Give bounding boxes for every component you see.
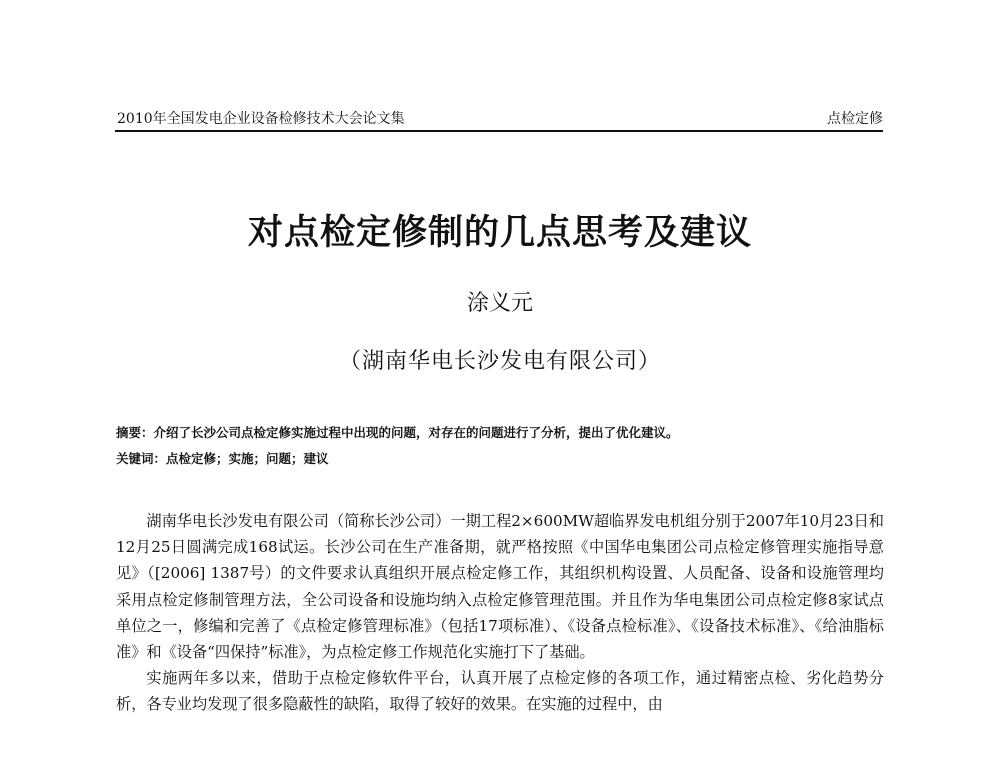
paragraph: 实施两年多以来，借助于点检定修软件平台，认真开展了点检定修的各项工作，通过精密点检、劣化趋势分析，各专业均发现了很多隐蔽性的缺陷，取得了较好的效果。在实施的过程中，由 — [116, 669, 884, 714]
header-proceedings-title: 2010年全国发电企业设备检修技术大会论文集 — [117, 111, 405, 127]
author-name: 涂义元 — [466, 291, 533, 316]
header-section-name: 点检定修 — [827, 111, 883, 127]
paper-title: 对点检定修制的几点思考及建议 — [247, 213, 752, 253]
paragraph: 湖南华电长沙发电有限公司（简称长沙公司）一期工程2×600MW超临界发电机组分别于2007年10月23日和12月25日圆满完成168试运。长沙公司在生产准备期，就严格按照《中国华电集团公司点检定修管理实施指导意见》（[2006] 1387号）的文件要求认真组织开展点检定修工作，其组织机构设置、人员配备、设备和设施管理均采用点检定修制管理方法，全公司设备和设施均纳入点检定修管理范围。并且作为华电集团公司点检定修8家试点单位之一，修编和完善了《点检定修管理标准》（包括17项标准）、《设备点检标准》、《设备技术标准》、《给油脂标准》和《设备“四保持”标准》，为点检定修工作规范化实施打下了基础。 — [116, 512, 884, 662]
abstract: 摘要：介绍了长沙公司点检定修实施过程中出现的问题，对存在的问题进行了分析，提出了优化建议。 — [116, 425, 679, 440]
keywords: 关键词：点检定修；实施；问题；建议 — [116, 451, 329, 466]
running-header — [115, 104, 883, 132]
author-affiliation: （湖南华电长沙发电有限公司） — [338, 349, 661, 374]
body-text — [116, 508, 884, 718]
